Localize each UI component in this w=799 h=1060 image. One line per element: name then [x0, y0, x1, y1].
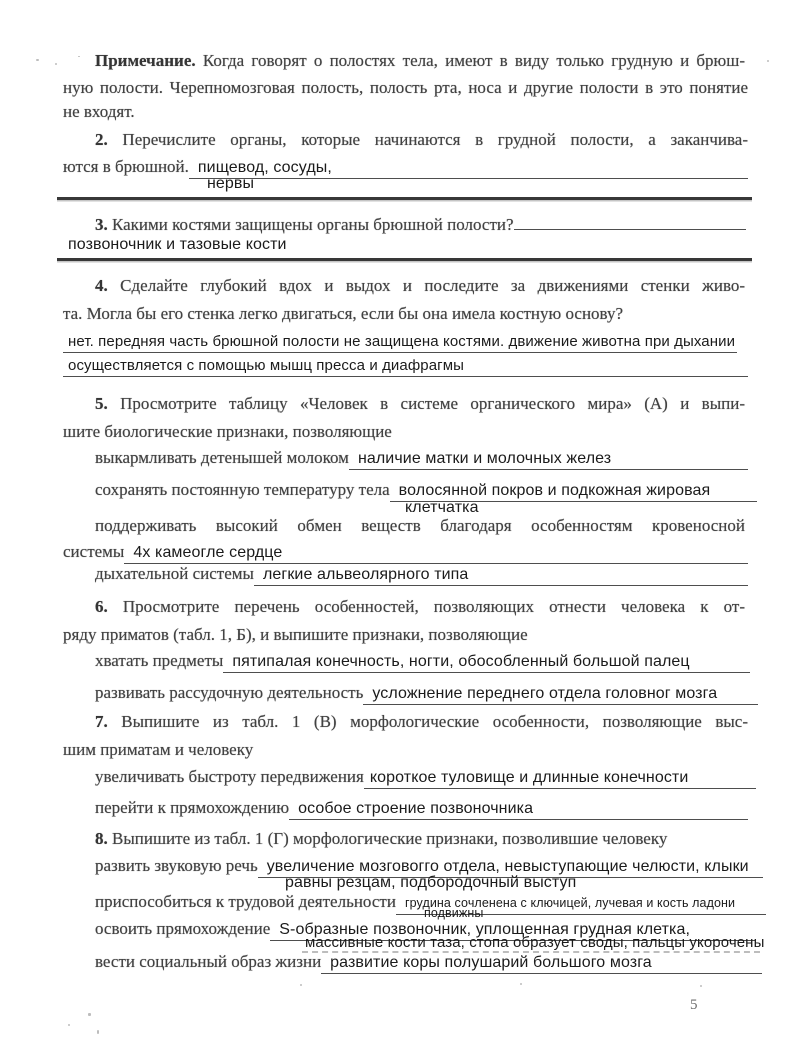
- question-7-item-1-label: увеличивать быстроту передвижения: [95, 767, 364, 786]
- note-label: Примечание.: [95, 51, 196, 70]
- question-4-answer-1: нет. передняя часть брюшной полости не защищена костями. движение животна при дыхании: [68, 333, 736, 350]
- answer-underline: [63, 330, 737, 353]
- question-8-item-2-label: приспособиться к трудовой деятельности: [95, 892, 396, 911]
- question-7-item-2-answer: особое строение позвоночника: [298, 800, 534, 817]
- question-5-item-4-label: дыхательной системы: [95, 564, 254, 583]
- question-7-line-2: шим приматам и человеку: [63, 740, 254, 759]
- question-5-item-1-label: выкармливать детенышей молоком: [95, 448, 349, 467]
- scan-speck: [767, 60, 769, 62]
- question-5-item-3-answer: 4х камеогле сердце: [133, 544, 283, 561]
- question-4-answer-row-2: [63, 354, 748, 377]
- question-8-item-4-answer: развитие коры полушарий большого мозга: [330, 954, 652, 971]
- note-line-3: не входят.: [63, 102, 135, 121]
- question-8-line-1: [95, 828, 667, 849]
- question-5-item-3-label-1: поддерживать высокий обмен веществ благодаря особенностям кровеносной: [95, 516, 745, 535]
- question-5-item-1: [95, 447, 748, 470]
- question-5-text-1: Просмотрите таблицу «Человек в системе органического мира» (А) и выпи-: [120, 394, 745, 413]
- question-8-item-1-answer: увеличение мозговогго отдела, невыступающие челюсти, клыки: [266, 858, 749, 875]
- question-8-item-2-answer: грудина сочленена с ключицей, лучевая и кость ладони: [404, 896, 736, 910]
- question-8-number: 8.: [95, 829, 108, 848]
- question-2-answer-2: нервы: [207, 175, 255, 192]
- question-5-item-2-answer-2: клетчатка: [405, 499, 479, 516]
- question-2-text: Перечислите органы, которые начинаются в грудной полости, а заканчива-: [122, 130, 749, 149]
- question-8-text-1: Выпишите из табл. 1 (Г) морфологические признаки, позволившие человеку: [112, 829, 668, 848]
- question-6-item-1-answer: пятипалая конечность, ногти, обособленный большой палец: [232, 653, 690, 670]
- question-5-line-2: шите биологические признаки, позволяющие: [63, 422, 392, 441]
- answer-underline: [189, 156, 748, 179]
- question-4-answer-2: осуществляется с помощью мышц пресса и диафрагмы: [68, 357, 465, 374]
- scan-speck: [300, 984, 302, 986]
- question-7-item-1: [95, 766, 756, 789]
- answer-underline: [321, 951, 762, 974]
- question-7-item-2: [95, 797, 748, 820]
- question-2-answer-row: [63, 156, 748, 179]
- question-4-line-1: [95, 275, 745, 296]
- question-7-text-1: Выпишите из табл. 1 (В) морфологические особенности, позволяющие выс-: [121, 712, 749, 731]
- question-7-number: 7.: [95, 712, 108, 731]
- question-3-number: 3.: [95, 215, 108, 234]
- page-number: 5: [690, 997, 698, 1013]
- answer-underline: [223, 650, 750, 673]
- question-8-item-1-label: развить звуковую речь: [95, 856, 258, 875]
- separator-line: [57, 258, 752, 261]
- answer-underline: [124, 541, 748, 564]
- question-6-item-2: [95, 682, 758, 705]
- question-8-item-3-answer: S-образные позвоночник, уплощенная грудная клетка,: [279, 921, 691, 938]
- question-5-item-1-answer: наличие матки и молочных желез: [357, 450, 612, 467]
- note-text-1: Когда говорят о полостях тела, имеют в виду только грудную и брюш-: [202, 51, 746, 70]
- question-2-number: 2.: [95, 130, 108, 149]
- question-4-number: 4.: [95, 276, 108, 295]
- note-line-2: ную полости. Черепномозговая полость, полость рта, носа и другие полости в это понятие: [63, 78, 748, 97]
- question-5-item-4: [95, 563, 748, 586]
- answer-underline: [363, 682, 758, 705]
- question-6-text-1: Просмотрите перечень особенностей, позволяющих отнести человека к от-: [122, 597, 745, 616]
- question-3-text: Какими костями защищены органы брюшной полости?: [112, 215, 514, 234]
- answer-underline: [63, 354, 748, 377]
- question-8-item-1-answer-2: равны резцам, подбородочный выступ: [285, 874, 577, 891]
- question-4-answer-row-1: [63, 330, 737, 353]
- note-line-1: [95, 50, 745, 71]
- question-5-line-1: [95, 393, 745, 414]
- question-3-answer: позвоночник и тазовые кости: [68, 236, 287, 253]
- question-5-item-3-label-2: системы: [63, 542, 125, 561]
- question-6-item-1: [95, 650, 750, 673]
- question-8-item-3-label: освоить прямохождение: [95, 919, 271, 938]
- question-2-line-1: [95, 129, 748, 150]
- question-5-item-2-answer: волосянной покров и подкожная жировая: [398, 482, 711, 499]
- question-6-line-2: ряду приматов (табл. 1, Б), и выпишите признаки, позволяющие: [63, 625, 528, 644]
- question-6-number: 6.: [95, 597, 108, 616]
- separator-line: [57, 197, 752, 200]
- scan-speck: [700, 985, 702, 987]
- scan-speck: [68, 1024, 70, 1026]
- question-3-row: [95, 214, 746, 235]
- question-7-item-1-answer: короткое туловище и длинные конечности: [369, 769, 689, 786]
- question-8-item-4-label: вести социальный образ жизни: [95, 952, 322, 971]
- answer-underline: [289, 797, 748, 820]
- question-6-item-2-label: развивать рассудочную деятельность: [95, 683, 364, 702]
- question-4-text-1: Сделайте глубокий вдох и выдох и последите за движениями стенки живо-: [120, 276, 746, 295]
- question-6-item-2-answer: усложнение переднего отдела головног мозга: [372, 685, 718, 702]
- scan-speck: [97, 1030, 99, 1034]
- question-6-item-1-label: хватать предметы: [95, 651, 224, 670]
- question-2-answer-1: пищевод, сосуды,: [197, 159, 332, 176]
- scan-speck: [55, 63, 57, 65]
- answer-underline: [514, 229, 746, 230]
- question-8-item-3-answer-2: массивные кости таза, стопа образует своды, пальцы укорочены: [305, 934, 765, 951]
- question-8-item-4: [95, 951, 762, 974]
- question-5-item-4-answer: легкие альвеолярного типа: [262, 566, 469, 583]
- question-2-line-2: ются в брюшной.: [63, 157, 189, 176]
- answer-underline: [349, 447, 748, 470]
- question-5-item-2-label: сохранять постоянную температуру тела: [95, 480, 390, 499]
- answer-underline: [254, 563, 748, 586]
- scan-speck: [78, 56, 80, 57]
- scan-speck: [520, 983, 522, 985]
- question-7-item-2-label: перейти к прямохождению: [95, 798, 290, 817]
- answer-underline: [364, 766, 756, 789]
- scan-speck: [88, 1013, 91, 1016]
- scan-speck: [36, 59, 39, 61]
- question-5-number: 5.: [95, 394, 108, 413]
- question-7-line-1: [95, 711, 748, 732]
- question-6-line-1: [95, 596, 745, 617]
- question-5-item-3: [63, 541, 748, 564]
- question-4-line-2: та. Могла бы его стенка легко двигаться, если бы она имела костную основу?: [63, 304, 624, 323]
- question-8-item-2-answer-2: подвижны: [424, 906, 484, 920]
